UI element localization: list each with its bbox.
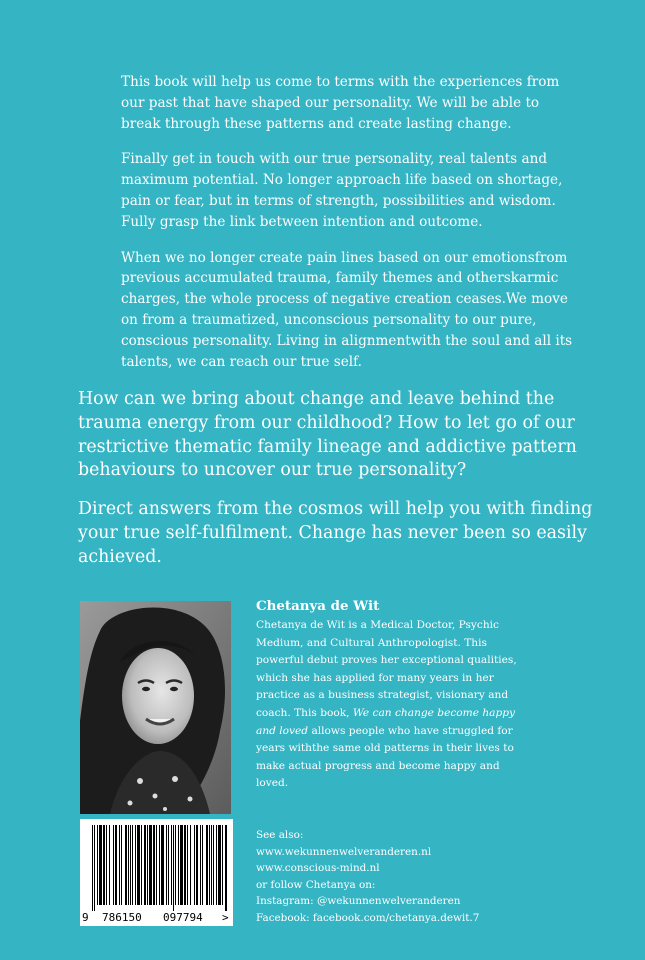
barcode-bar: [161, 825, 164, 905]
barcode-bar: [103, 825, 105, 905]
author-bio: [256, 597, 526, 793]
barcode-bar: [149, 825, 152, 905]
barcode-bar: [141, 825, 142, 905]
barcode-bar: [180, 825, 183, 905]
intro-paragraph-2: Finally get in touch with our true personality, real talents and maximum potential. No longer approach life based on shortage, pain or fear, but in terms of strength, possibilities and wisdom. Fully grasp the link between intention and outcome.: [121, 151, 563, 230]
barcode-bar: [222, 825, 223, 905]
barcode-bar: [173, 825, 174, 911]
barcode-bar: [206, 825, 208, 905]
barcode-bar: [209, 825, 210, 905]
barcode-bar: [94, 825, 95, 911]
lead-paragraph-2: Direct answers from the cosmos will help you with finding your true self-fulfilment. Change has never been so easily achieved.: [78, 499, 593, 567]
barcode-bar: [156, 825, 157, 905]
barcode-bar: [187, 825, 188, 905]
barcode-bar: [175, 825, 176, 905]
intro-paragraph-1: This book will help us come to terms with the experiences from our past that have shaped our personality. We will be able to break through these patterns and create lasting change.: [121, 74, 560, 132]
barcode-bar: [125, 825, 127, 905]
barcode-bar: [171, 825, 172, 905]
barcode-bar: [97, 825, 98, 905]
barcode-bar: [200, 825, 201, 905]
barcode-bar: [153, 825, 155, 905]
barcode-bar: [184, 825, 186, 905]
barcode-bar: [178, 825, 179, 905]
barcode-bar: [168, 825, 169, 905]
barcode-bar: [128, 825, 129, 905]
lead-paragraph-1: How can we bring about change and leave behind the trauma energy from our childhood? How to let go of our restrictive thematic family lineage and addictive pattern behaviours to uncover our true personality?: [78, 389, 577, 481]
barcode-bar: [119, 825, 120, 905]
barcode-bar: [135, 825, 136, 905]
lead-text: [78, 388, 598, 585]
author-bio-text: [256, 617, 526, 793]
barcode-bar: [196, 825, 198, 905]
barcode-bar: [218, 825, 221, 905]
barcode-bar: [202, 825, 203, 905]
barcode-bar: [109, 825, 110, 905]
intro-paragraph-3: When we no longer create pain lines based on our emotionsfrom previous accumulated trauma, family themes and otherskarmic charges, the whole process of negative creation ceases.We move on from a traumatized, unconscious personality to our pure, conscious personality. Living in alignmentwith the soul and all its talents, we can reach our true self.: [121, 249, 573, 370]
barcode-bar: [159, 825, 160, 905]
barcode-bar: [113, 825, 114, 905]
barcode-bars: [92, 825, 227, 911]
barcode-bar: [106, 825, 107, 905]
barcode-bar: [190, 825, 191, 905]
website-link-2[interactable]: www.conscious-mind.nl: [256, 862, 380, 875]
website-link-1[interactable]: www.wekunnenwelveranderen.nl: [256, 845, 432, 858]
barcode-digits-right: 097794: [163, 911, 203, 924]
barcode-bar: [99, 825, 102, 905]
instagram-link[interactable]: Instagram: @wekunnenwelveranderen: [256, 895, 461, 908]
bio-text-start: Chetanya de Wit is a Medical Doctor, Psychic Medium, and Cultural Anthropologist. This powerful debut proves her exceptional qualities, which she has applied for many years in her practice as a business strategist, visionary and coach. This book,: [256, 619, 517, 719]
see-also-label: See also:: [256, 829, 304, 841]
barcode-bar: [166, 825, 167, 905]
author-photo: [80, 601, 231, 814]
barcode-bar: [225, 825, 227, 911]
barcode-bar: [216, 825, 217, 905]
contact-links: [256, 827, 556, 927]
isbn-barcode: [80, 819, 233, 926]
barcode-bar: [115, 825, 117, 905]
intro-text: [121, 72, 581, 387]
barcode-bar: [130, 825, 131, 905]
barcode-marker: >: [222, 911, 229, 924]
barcode-bar: [92, 825, 93, 911]
follow-label: or follow Chetanya on:: [256, 878, 376, 891]
barcode-bar: [121, 825, 122, 905]
barcode-lead-digit: 9: [82, 911, 89, 924]
barcode-bar: [137, 825, 140, 905]
barcode-bar: [211, 825, 212, 905]
author-name: Chetanya de Wit: [256, 598, 380, 614]
facebook-link[interactable]: Facebook: facebook.com/chetanya.dewit.7: [256, 911, 480, 924]
barcode-bar: [213, 825, 214, 905]
barcode-bar: [194, 825, 195, 905]
barcode-bar: [147, 825, 148, 905]
bio-text-end: allows people who have struggled for years withthe same old patterns in their lives to make actual progress and become happy and loved.: [256, 724, 514, 790]
barcode-digits-left: 786150: [102, 911, 142, 924]
barcode-bar: [144, 825, 146, 905]
barcode-bar: [132, 825, 133, 905]
book-title: We can change become happy and loved: [256, 706, 516, 737]
